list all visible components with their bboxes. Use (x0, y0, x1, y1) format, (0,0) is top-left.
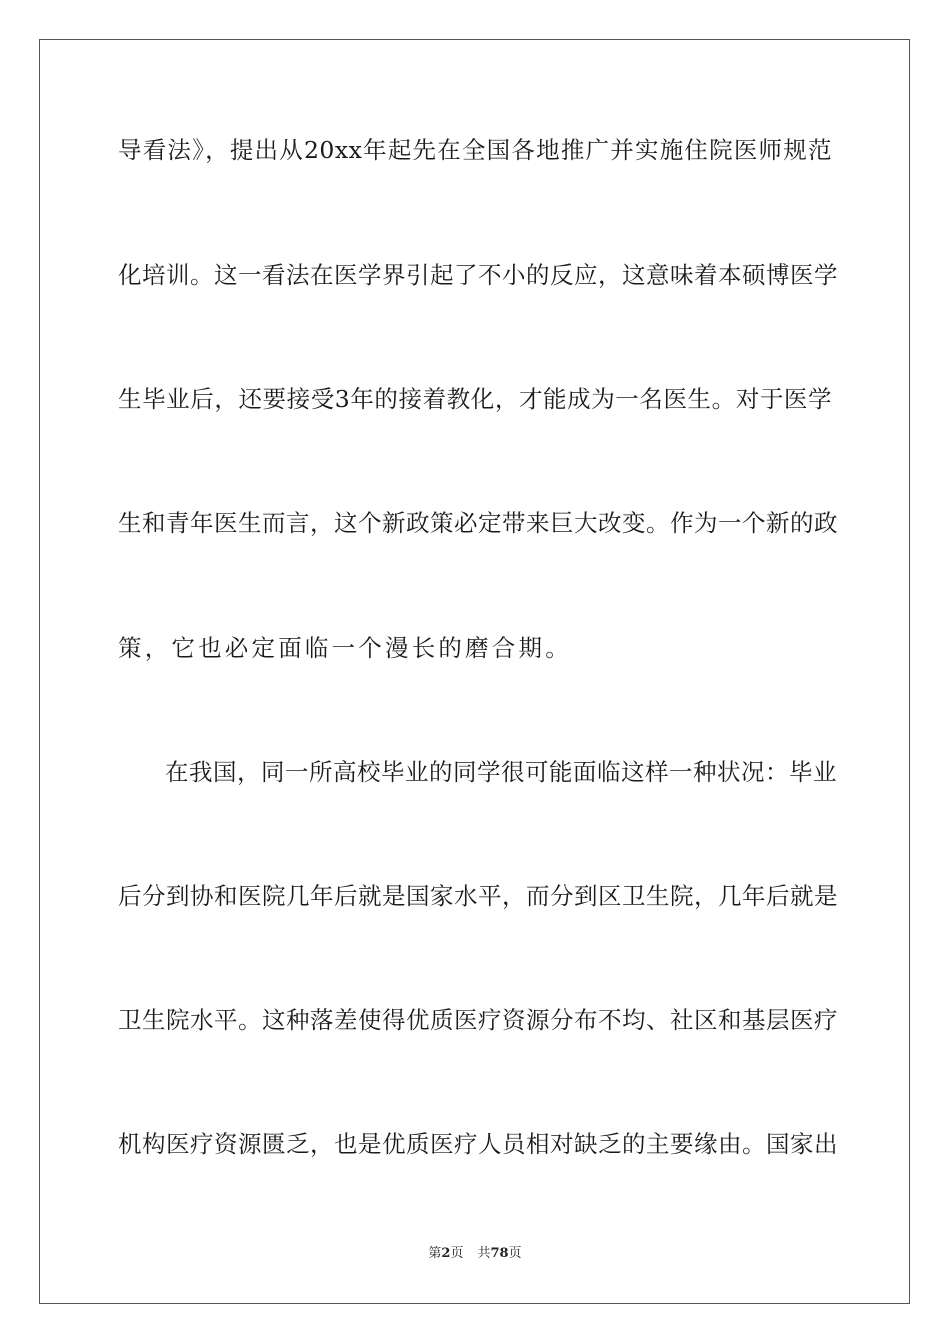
page-suffix: 页 (450, 1246, 464, 1261)
text-line: 生和青年医生而言，这个新政策必定带来巨大改变。作为一个新的政 (118, 509, 838, 537)
page-border (39, 39, 910, 1304)
page-prefix: 第 (428, 1246, 442, 1261)
text-line: 化培训。这一看法在医学界引起了不小的反应，这意味着本硕博医学 (118, 261, 838, 289)
text-line: 后分到协和医院几年后就是国家水平，而分到区卫生院，几年后就是 (118, 882, 838, 910)
page-footer (0, 1245, 950, 1263)
text-line: 机构医疗资源匮乏，也是优质医疗人员相对缺乏的主要缘由。国家出 (118, 1130, 838, 1158)
total-suffix: 页 (508, 1246, 522, 1261)
text-line: 生毕业后，还要接受3年的接着教化，才能成为一名医生。对于医学 (118, 385, 832, 413)
page-number: 2 (441, 1246, 451, 1261)
text-line: 导看法》，提出从20xx年起先在全国各地推广并实施住院医师规范 (118, 136, 832, 164)
text-line: 卫生院水平。这种落差使得优质医疗资源分布不均、社区和基层医疗 (118, 1006, 838, 1034)
paragraph-first-line: 在我国，同一所高校毕业的同学很可能面临这样一种状况：毕业 (165, 758, 837, 786)
total-prefix: 共 (477, 1246, 491, 1261)
total-pages: 78 (490, 1246, 509, 1261)
text-line: 策，它也必定面临一个漫长的磨合期。 (118, 634, 572, 662)
